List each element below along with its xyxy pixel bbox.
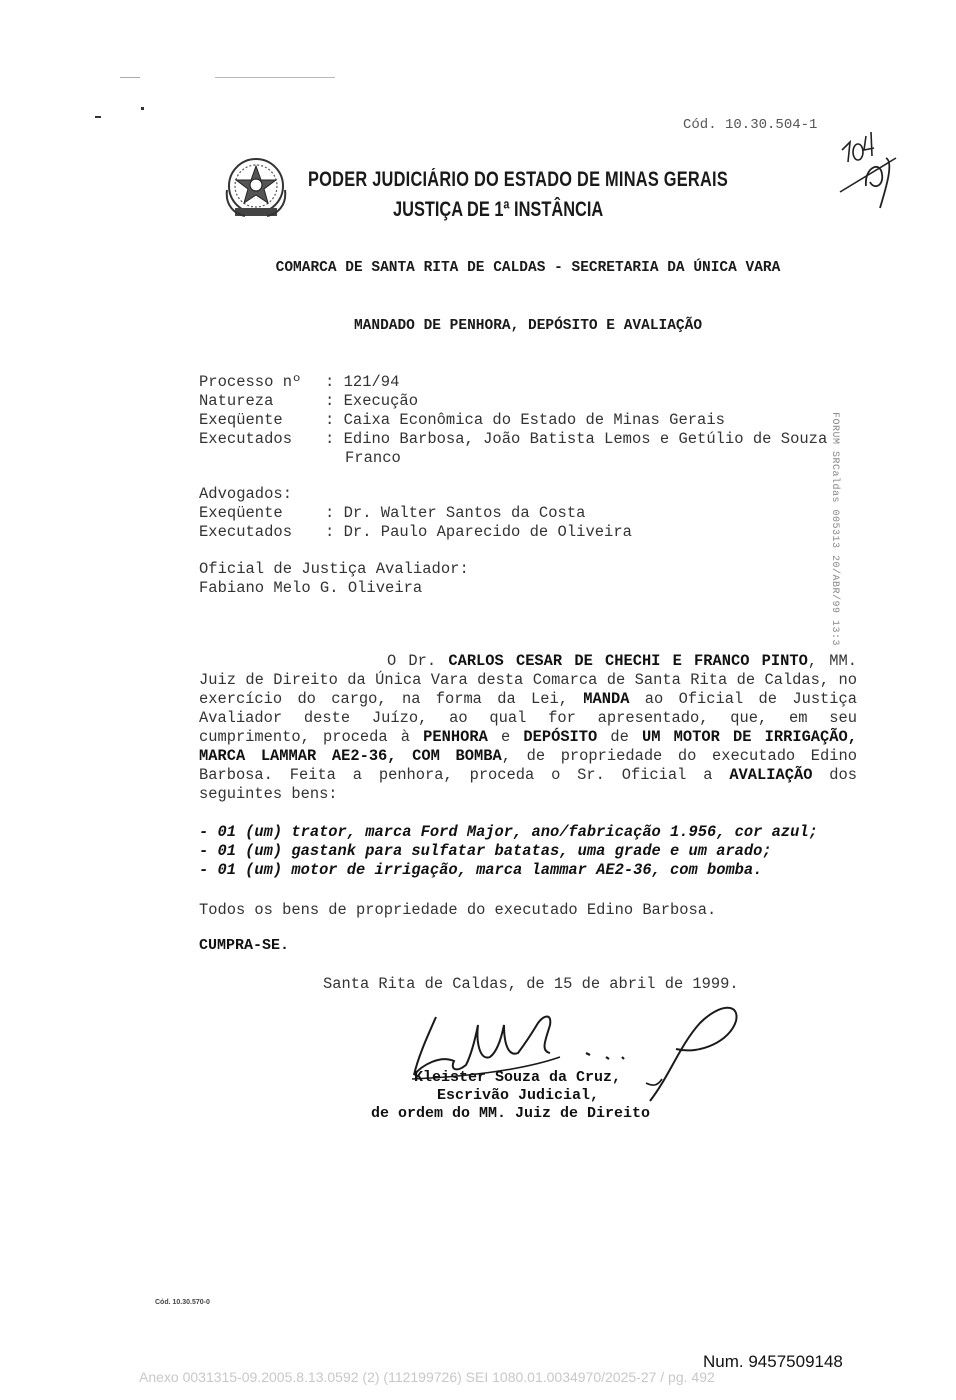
body-text: , MM. Juiz de Direito da Única Vara desta Comarca de Santa Rita de Caldas, no exercício do cargo, na forma da Lei, (199, 652, 857, 708)
processo-row (199, 373, 399, 391)
court-header-line2: JUSTIÇA DE 1ª INSTÂNCIA (393, 198, 604, 221)
document-number: Num. 9457509148 (703, 1352, 843, 1371)
processo-label: Processo nº (199, 373, 302, 391)
adv-executados-value: : Dr. Paulo Aparecido de Oliveira (325, 523, 632, 541)
motor-description: UM MOTOR DE IRRIGAÇÃO, MARCA LAMMAR AE2-36, COM BOMBA (199, 728, 857, 765)
goods-list (199, 823, 818, 880)
adv-exequente-row (199, 504, 585, 522)
comarca-heading: COMARCA DE SANTA RITA DE CALDAS - SECRETARIA DA ÚNICA VARA (275, 260, 781, 276)
avaliacao-keyword: AVALIAÇÃO (729, 766, 813, 784)
penhora-keyword: PENHORA (423, 728, 488, 746)
coat-of-arms-logo (221, 156, 291, 222)
form-code-top: Cód. 10.30.504-1 (683, 117, 818, 133)
body-text: , de propriedade do executado Edino Barbosa. Feita a penhora, proceda o Sr. Oficial a (199, 747, 857, 784)
signer-name: Kleister Souza da Cruz, (414, 1069, 622, 1086)
natureza-label: Natureza (199, 392, 274, 410)
oficial-name: Fabiano Melo G. Oliveira (199, 579, 423, 597)
mandate-paragraph (199, 652, 857, 804)
document-title: MANDADO DE PENHORA, DEPÓSITO E AVALIAÇÃO (353, 318, 703, 334)
goods-item: - 01 (um) gastank para sulfatar batatas, uma grade e um arado; (199, 842, 772, 860)
deposito-keyword: DEPÓSITO (523, 728, 598, 746)
date-line: Santa Rita de Caldas, de 15 de abril de 1999. (323, 975, 739, 993)
body-text: O Dr. (387, 652, 449, 670)
adv-exequente-value: : Dr. Walter Santos da Costa (325, 504, 586, 522)
exequente-value: : Caixa Econômica do Estado de Minas Gerais (325, 411, 725, 429)
executados-value-cont: Franco (345, 449, 401, 467)
signer-role: Escrivão Judicial, (437, 1087, 600, 1104)
annex-footer: Anexo 0031315-09.2005.8.13.0592 (2) (112199726) SEI 1080.01.0034970/2025-27 / pg. 492 (139, 1369, 715, 1385)
form-code-bottom: Cód. 10.30.570-0 (155, 1299, 210, 1306)
body-text: ao Oficial de Justiça Avaliador deste Juízo, ao qual for apresentado, que, em seu cumprimento, proceda à (199, 690, 857, 746)
cumpra-se: CUMPRA-SE. (199, 937, 290, 954)
adv-executados-row (199, 523, 632, 541)
ownership-note: Todos os bens de propriedade do executado Edino Barbosa. (199, 901, 717, 919)
exequente-label: Exeqüente (199, 411, 283, 429)
advogados-label: Advogados: (199, 485, 293, 503)
adv-exequente-label: Exeqüente (199, 504, 283, 522)
handwritten-page-number (836, 128, 906, 218)
processo-value: : 121/94 (325, 373, 400, 391)
judge-name: CARLOS CESAR DE CHECHI E FRANCO PINTO (448, 652, 808, 670)
scan-mark (95, 116, 101, 118)
executados-label: Executados (199, 430, 293, 448)
signer-order: de ordem do MM. Juiz de Direito (371, 1105, 651, 1122)
goods-item: - 01 (um) trator, marca Ford Major, ano/fabricação 1.956, cor azul; (199, 823, 818, 841)
natureza-value: : Execução (325, 392, 419, 410)
manda-keyword: MANDA (583, 690, 630, 708)
oficial-label: Oficial de Justiça Avaliador: (199, 560, 469, 578)
body-text: e (487, 728, 524, 746)
scan-mark (215, 77, 335, 78)
scan-mark (120, 77, 140, 78)
protocol-stamp: FORUM SRCaldas 005313 20/ABR/99 13:3 (829, 412, 840, 647)
body-text: dos seguintes bens: (199, 766, 857, 803)
goods-item: - 01 (um) motor de irrigação, marca lammar AE2-36, com bomba. (199, 861, 763, 879)
body-text: de (597, 728, 643, 746)
natureza-row (199, 392, 418, 410)
adv-executados-label: Executados (199, 523, 293, 541)
executados-row (199, 430, 827, 448)
scan-mark (141, 107, 144, 110)
court-header-line1: PODER JUDICIÁRIO DO ESTADO DE MINAS GERAIS (308, 168, 728, 191)
exequente-row (199, 411, 725, 429)
executados-value: : Edino Barbosa, João Batista Lemos e Getúlio de Souza (325, 430, 828, 448)
